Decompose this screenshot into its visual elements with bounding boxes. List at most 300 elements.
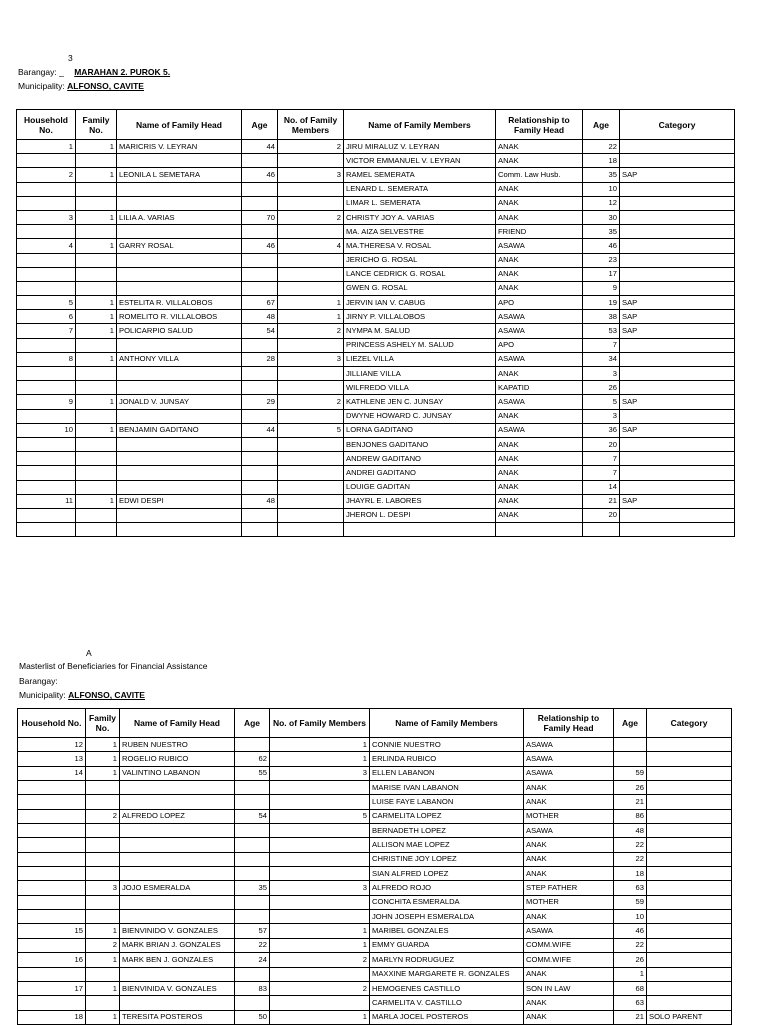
head-age-cell	[235, 838, 270, 852]
family-head-cell	[117, 154, 242, 168]
family-no-cell: 1	[86, 1010, 120, 1024]
family-no-cell	[76, 480, 117, 494]
table-row	[17, 367, 735, 381]
member-name-cell: VICTOR EMMANUEL V. LEYRAN	[344, 154, 496, 168]
household-no-cell: 3	[17, 210, 76, 224]
member-count-cell	[278, 367, 344, 381]
member-age-cell: 63	[614, 996, 647, 1010]
member-count-cell	[278, 437, 344, 451]
col-family-no: Family No.	[86, 709, 120, 738]
family-head-cell	[117, 182, 242, 196]
table-row	[17, 281, 735, 295]
household-no-cell: 15	[18, 924, 86, 938]
head-age-cell	[242, 466, 278, 480]
relationship-cell: ASAWA	[524, 766, 614, 780]
relationship-cell: ASAWA	[496, 239, 583, 253]
member-name-cell: LORNA GADITANO	[344, 423, 496, 437]
family-no-cell	[76, 437, 117, 451]
relationship-cell: ANAK	[524, 967, 614, 981]
household-no-cell	[18, 967, 86, 981]
member-age-cell: 59	[614, 895, 647, 909]
member-count-cell	[278, 267, 344, 281]
member-name-cell	[344, 523, 496, 537]
member-name-cell: CHRISTINE JOY LOPEZ	[370, 852, 524, 866]
family-head-cell	[120, 910, 235, 924]
family-no-cell	[86, 795, 120, 809]
member-age-cell: 17	[583, 267, 620, 281]
member-name-cell: MA.THERESA V. ROSAL	[344, 239, 496, 253]
member-age-cell: 68	[614, 981, 647, 995]
col-category: Category	[620, 110, 735, 140]
family-no-cell	[76, 452, 117, 466]
member-age-cell: 18	[583, 154, 620, 168]
family-no-cell: 1	[76, 168, 117, 182]
table-row	[17, 395, 735, 409]
category-cell	[620, 196, 735, 210]
family-head-cell	[117, 281, 242, 295]
family-no-cell	[76, 381, 117, 395]
municipality-label: Municipality:	[19, 690, 66, 700]
category-cell	[620, 367, 735, 381]
category-cell	[620, 508, 735, 522]
table-row	[18, 938, 732, 952]
family-no-cell: 1	[86, 953, 120, 967]
household-no-cell	[17, 480, 76, 494]
member-age-cell: 46	[583, 239, 620, 253]
member-name-cell: KATHLENE JEN C. JUNSAY	[344, 395, 496, 409]
household-no-cell: 17	[18, 981, 86, 995]
relationship-cell: MOTHER	[524, 809, 614, 823]
member-age-cell: 7	[583, 338, 620, 352]
category-cell	[620, 352, 735, 366]
member-name-cell: MAXXINE MARGARETE R. GONZALES	[370, 967, 524, 981]
category-cell	[620, 409, 735, 423]
family-no-cell: 1	[76, 296, 117, 310]
household-no-cell	[18, 867, 86, 881]
household-no-cell	[18, 895, 86, 909]
household-no-cell: 6	[17, 310, 76, 324]
category-cell	[647, 824, 732, 838]
member-age-cell: 23	[583, 253, 620, 267]
member-count-cell: 1	[278, 296, 344, 310]
member-age-cell: 53	[583, 324, 620, 338]
family-no-cell: 1	[76, 324, 117, 338]
category-cell	[647, 738, 732, 752]
category-cell: SAP	[620, 296, 735, 310]
family-head-cell: TERESITA POSTEROS	[120, 1010, 235, 1024]
head-age-cell	[242, 480, 278, 494]
member-name-cell: LENARD L. SEMERATA	[344, 182, 496, 196]
category-cell	[620, 452, 735, 466]
col-family-no: Family No.	[76, 110, 117, 140]
family-no-cell	[86, 824, 120, 838]
family-no-cell: 1	[76, 395, 117, 409]
head-age-cell	[235, 795, 270, 809]
member-count-cell	[270, 795, 370, 809]
member-age-cell: 3	[583, 367, 620, 381]
relationship-cell: ANAK	[496, 182, 583, 196]
member-count-cell	[278, 253, 344, 267]
member-count-cell	[270, 838, 370, 852]
head-age-cell	[242, 367, 278, 381]
col-category: Category	[647, 709, 732, 738]
relationship-cell: ANAK	[524, 838, 614, 852]
category-cell	[620, 281, 735, 295]
member-name-cell: ALLISON MAE LOPEZ	[370, 838, 524, 852]
head-age-cell: 70	[242, 210, 278, 224]
member-age-cell: 26	[614, 781, 647, 795]
col-member-age: Age	[583, 110, 620, 140]
category-cell: SOLO PARENT	[647, 1010, 732, 1024]
category-cell	[647, 881, 732, 895]
member-name-cell: JOHN JOSEPH ESMERALDA	[370, 910, 524, 924]
household-no-cell	[17, 508, 76, 522]
table-row	[18, 924, 732, 938]
relationship-cell: ASAWA	[496, 324, 583, 338]
table-row	[18, 996, 732, 1010]
col-member-name: Name of Family Members	[370, 709, 524, 738]
member-age-cell: 22	[583, 140, 620, 154]
table-row	[17, 210, 735, 224]
table-row	[17, 324, 735, 338]
relationship-cell: ANAK	[496, 409, 583, 423]
member-count-cell: 1	[270, 738, 370, 752]
member-name-cell: GWEN G. ROSAL	[344, 281, 496, 295]
family-head-cell	[120, 967, 235, 981]
member-count-cell	[278, 281, 344, 295]
head-age-cell: 28	[242, 352, 278, 366]
family-head-cell	[117, 480, 242, 494]
municipality-line	[19, 690, 145, 701]
household-no-cell	[17, 367, 76, 381]
family-head-cell	[117, 437, 242, 451]
head-age-cell	[242, 182, 278, 196]
relationship-cell: APO	[496, 338, 583, 352]
member-count-cell: 3	[270, 766, 370, 780]
member-name-cell: JHAYRL E. LABORES	[344, 494, 496, 508]
household-no-cell: 8	[17, 352, 76, 366]
family-head-cell	[120, 996, 235, 1010]
member-count-cell	[278, 480, 344, 494]
family-no-cell	[76, 225, 117, 239]
member-name-cell: PRINCESS ASHELY M. SALUD	[344, 338, 496, 352]
member-age-cell: 1	[614, 967, 647, 981]
table-row	[17, 196, 735, 210]
category-cell	[620, 239, 735, 253]
member-name-cell: JERICHO G. ROSAL	[344, 253, 496, 267]
document-title: Masterlist of Beneficiaries for Financial Assistance	[19, 661, 208, 671]
family-head-cell: MARK BEN J. GONZALES	[120, 953, 235, 967]
family-no-cell	[86, 910, 120, 924]
member-count-cell: 1	[270, 752, 370, 766]
relationship-cell: ANAK	[496, 253, 583, 267]
household-no-cell	[17, 452, 76, 466]
family-head-cell: LEONILA L SEMETARA	[117, 168, 242, 182]
household-no-cell	[18, 852, 86, 866]
member-name-cell: ERLINDA RUBICO	[370, 752, 524, 766]
household-no-cell	[17, 437, 76, 451]
member-name-cell: RAMEL SEMERATA	[344, 168, 496, 182]
relationship-cell: ASAWA	[496, 395, 583, 409]
relationship-cell: ASAWA	[524, 824, 614, 838]
table-row	[17, 523, 735, 537]
relationship-cell: ANAK	[496, 480, 583, 494]
household-no-cell	[18, 910, 86, 924]
member-age-cell: 86	[614, 809, 647, 823]
family-no-cell	[76, 267, 117, 281]
head-age-cell: 54	[235, 809, 270, 823]
household-no-cell: 13	[18, 752, 86, 766]
head-age-cell: 57	[235, 924, 270, 938]
family-no-cell: 1	[76, 210, 117, 224]
household-no-cell: 9	[17, 395, 76, 409]
family-no-cell: 1	[76, 423, 117, 437]
category-cell	[647, 795, 732, 809]
member-age-cell: 10	[583, 182, 620, 196]
head-age-cell	[235, 996, 270, 1010]
household-no-cell	[18, 824, 86, 838]
household-no-cell	[18, 938, 86, 952]
family-head-cell	[117, 253, 242, 267]
beneficiary-table	[17, 708, 732, 1025]
member-name-cell: JIRNY P. VILLALOBOS	[344, 310, 496, 324]
family-head-cell: RUBEN NUESTRO	[120, 738, 235, 752]
category-cell	[620, 437, 735, 451]
family-head-cell: JONALD V. JUNSAY	[117, 395, 242, 409]
category-cell	[647, 895, 732, 909]
page-mark: A	[86, 648, 92, 658]
family-no-cell	[76, 338, 117, 352]
member-name-cell: CONNIE NUESTRO	[370, 738, 524, 752]
household-no-cell: 16	[18, 953, 86, 967]
member-name-cell: CONCHITA ESMERALDA	[370, 895, 524, 909]
member-count-cell	[278, 154, 344, 168]
head-age-cell	[242, 225, 278, 239]
family-no-cell	[76, 367, 117, 381]
relationship-cell: ASAWA	[524, 752, 614, 766]
household-no-cell	[18, 809, 86, 823]
table-row	[18, 867, 732, 881]
family-head-cell	[117, 523, 242, 537]
member-name-cell: HEMOGENES CASTILLO	[370, 981, 524, 995]
member-count-cell	[278, 225, 344, 239]
col-no-members: No. of Family Members	[278, 110, 344, 140]
table-row	[17, 296, 735, 310]
relationship-cell: COMM.WIFE	[524, 953, 614, 967]
member-age-cell: 59	[614, 766, 647, 780]
category-cell	[647, 867, 732, 881]
member-name-cell: ELLEN LABANON	[370, 766, 524, 780]
member-count-cell: 1	[270, 938, 370, 952]
head-age-cell: 29	[242, 395, 278, 409]
member-age-cell: 26	[614, 953, 647, 967]
relationship-cell: ASAWA	[524, 924, 614, 938]
member-name-cell: MARLA JOCEL POSTEROS	[370, 1010, 524, 1024]
category-cell	[647, 781, 732, 795]
category-cell	[620, 466, 735, 480]
member-age-cell: 21	[583, 494, 620, 508]
head-age-cell	[242, 452, 278, 466]
member-age-cell: 3	[583, 409, 620, 423]
head-age-cell	[235, 852, 270, 866]
member-age-cell: 22	[614, 938, 647, 952]
family-head-cell	[117, 367, 242, 381]
member-name-cell: CHRISTY JOY A. VARIAS	[344, 210, 496, 224]
relationship-cell: ANAK	[496, 494, 583, 508]
table-row	[17, 409, 735, 423]
household-no-cell	[17, 196, 76, 210]
table-row	[18, 1010, 732, 1024]
head-age-cell: 46	[242, 168, 278, 182]
relationship-cell	[496, 523, 583, 537]
member-count-cell	[278, 466, 344, 480]
household-no-cell	[17, 523, 76, 537]
table-row	[18, 881, 732, 895]
relationship-cell: ANAK	[496, 367, 583, 381]
head-age-cell	[242, 437, 278, 451]
table-row	[17, 253, 735, 267]
household-no-cell	[17, 182, 76, 196]
table-row	[18, 766, 732, 780]
relationship-cell: KAPATID	[496, 381, 583, 395]
household-no-cell: 10	[17, 423, 76, 437]
family-no-cell	[86, 996, 120, 1010]
table-row	[17, 437, 735, 451]
member-age-cell: 20	[583, 508, 620, 522]
family-head-cell	[120, 867, 235, 881]
relationship-cell: ANAK	[496, 210, 583, 224]
table-row	[18, 852, 732, 866]
member-count-cell: 2	[270, 981, 370, 995]
relationship-cell: ANAK	[496, 437, 583, 451]
head-age-cell	[235, 738, 270, 752]
table-row	[17, 352, 735, 366]
member-age-cell: 35	[583, 168, 620, 182]
table-row	[17, 310, 735, 324]
municipality-label: Municipality:	[18, 81, 65, 91]
family-head-cell	[117, 225, 242, 239]
head-age-cell: 22	[235, 938, 270, 952]
relationship-cell: ASAWA	[496, 423, 583, 437]
household-no-cell	[18, 781, 86, 795]
member-name-cell: MARIBEL GONZALES	[370, 924, 524, 938]
member-name-cell: ANDREW GADITANO	[344, 452, 496, 466]
relationship-cell: ANAK	[496, 154, 583, 168]
table-row	[18, 895, 732, 909]
family-head-cell	[120, 781, 235, 795]
col-household-no: Household No.	[18, 709, 86, 738]
family-no-cell: 1	[86, 752, 120, 766]
category-cell	[647, 838, 732, 852]
category-cell	[647, 953, 732, 967]
family-head-cell	[120, 824, 235, 838]
family-no-cell	[76, 196, 117, 210]
member-count-cell: 1	[270, 924, 370, 938]
member-age-cell: 46	[614, 924, 647, 938]
member-age-cell: 9	[583, 281, 620, 295]
category-cell: SAP	[620, 395, 735, 409]
family-no-cell: 1	[76, 494, 117, 508]
relationship-cell: ANAK	[496, 452, 583, 466]
member-age-cell: 30	[583, 210, 620, 224]
member-count-cell	[270, 781, 370, 795]
category-cell	[620, 225, 735, 239]
household-no-cell	[17, 338, 76, 352]
relationship-cell: ASAWA	[496, 310, 583, 324]
table-row	[17, 508, 735, 522]
family-no-cell	[76, 182, 117, 196]
household-no-cell	[18, 996, 86, 1010]
table-row	[17, 239, 735, 253]
member-age-cell	[614, 738, 647, 752]
family-head-cell: VALINTINO LABANON	[120, 766, 235, 780]
category-cell	[647, 938, 732, 952]
head-age-cell: 62	[235, 752, 270, 766]
table-row	[18, 738, 732, 752]
col-member-age: Age	[614, 709, 647, 738]
head-age-cell	[242, 409, 278, 423]
family-no-cell: 1	[76, 140, 117, 154]
head-age-cell	[235, 967, 270, 981]
member-age-cell: 14	[583, 480, 620, 494]
member-count-cell: 3	[278, 168, 344, 182]
relationship-cell: ANAK	[496, 196, 583, 210]
category-cell: SAP	[620, 423, 735, 437]
relationship-cell: ANAK	[496, 508, 583, 522]
col-relationship: Relationship to Family Head	[524, 709, 614, 738]
household-no-cell: 5	[17, 296, 76, 310]
head-age-cell	[242, 281, 278, 295]
family-head-cell	[120, 852, 235, 866]
category-cell: SAP	[620, 494, 735, 508]
household-no-cell	[17, 409, 76, 423]
family-no-cell	[86, 838, 120, 852]
category-cell	[620, 381, 735, 395]
household-no-cell	[17, 267, 76, 281]
beneficiary-table	[16, 109, 735, 537]
household-no-cell: 18	[18, 1010, 86, 1024]
head-age-cell	[235, 910, 270, 924]
table-row	[18, 953, 732, 967]
household-no-cell	[18, 795, 86, 809]
relationship-cell: ANAK	[524, 910, 614, 924]
family-no-cell	[76, 466, 117, 480]
table-row	[17, 452, 735, 466]
category-cell: SAP	[620, 310, 735, 324]
family-head-cell: ESTELITA R. VILLALOBOS	[117, 296, 242, 310]
household-no-cell: 7	[17, 324, 76, 338]
category-cell	[647, 809, 732, 823]
member-age-cell: 38	[583, 310, 620, 324]
relationship-cell: ANAK	[496, 281, 583, 295]
head-age-cell	[242, 338, 278, 352]
member-name-cell: JERVIN IAN V. CABUG	[344, 296, 496, 310]
family-head-cell: ALFREDO LOPEZ	[120, 809, 235, 823]
member-count-cell	[270, 967, 370, 981]
head-age-cell	[235, 867, 270, 881]
member-count-cell	[278, 494, 344, 508]
member-age-cell: 12	[583, 196, 620, 210]
category-cell	[620, 140, 735, 154]
category-cell	[620, 253, 735, 267]
member-age-cell	[583, 523, 620, 537]
member-age-cell: 26	[583, 381, 620, 395]
table-row	[17, 480, 735, 494]
member-name-cell: CARMELITA V. CASTILLO	[370, 996, 524, 1010]
category-cell	[620, 154, 735, 168]
member-age-cell: 10	[614, 910, 647, 924]
household-no-cell: 1	[17, 140, 76, 154]
